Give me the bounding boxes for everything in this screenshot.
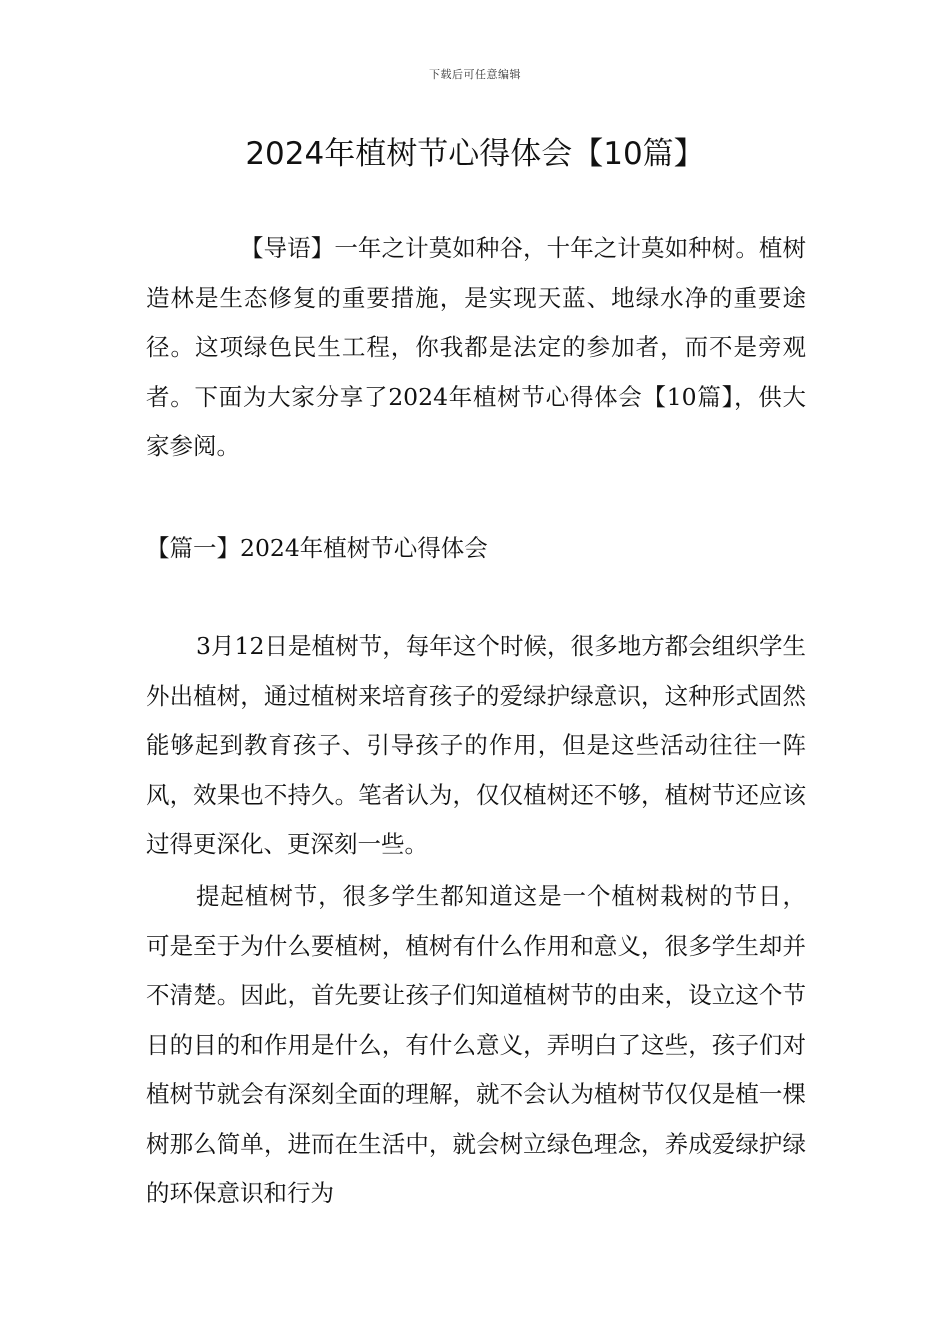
body-paragraph-2: 提起植树节，很多学生都知道这是一个植树栽树的节日，可是至于为什么要植树，植树有什么作用和意义，很多学生却并不清楚。因此，首先要让孩子们知道植树节的由来，设立这个节日的目的和作用是什么，有什么意义，弄明白了这些，孩子们对植树节就会有深刻全面的理解，就不会认为植树节仅仅是植一棵树那么简单，进而在生活中，就会树立绿色理念，养成爱绿护绿的环保意识和行为 (146, 882, 806, 1207)
document-title: 2024年植树节心得体会【10篇】 (245, 136, 705, 172)
intro-paragraph: 【导语】一年之计莫如种谷，十年之计莫如种树。植树造林是生态修复的重要措施，是实现天蓝、地绿水净的重要途径。这项绿色民生工程，你我都是法定的参加者，而不是旁观者。下面为大家分享了2024年植树节心得体会【10篇】，供大家参阅。 (146, 234, 806, 460)
body-paragraph-1: 3月12日是植树节，每年这个时候，很多地方都会组织学生外出植树，通过植树来培育孩子的爱绿护绿意识，这种形式固然能够起到教育孩子、引导孩子的作用，但是这些活动往往一阵风，效果也不持久。笔者认为，仅仅植树还不够，植树节还应该过得更深化、更深刻一些。 (146, 632, 806, 858)
header-note: 下载后可任意编辑 (429, 68, 521, 81)
section-heading: 【篇一】2024年植树节心得体会 (146, 534, 488, 562)
